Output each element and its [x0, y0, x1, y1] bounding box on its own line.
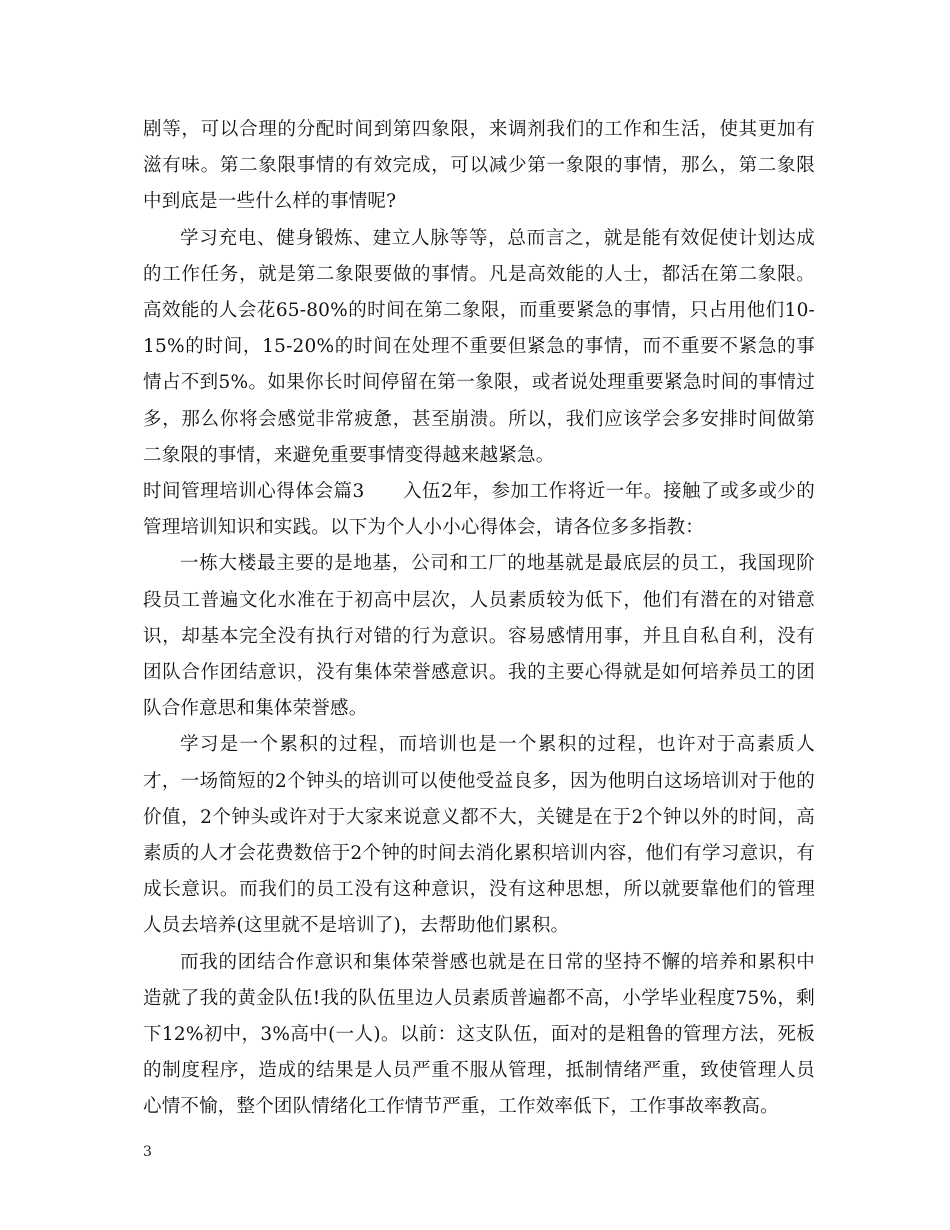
paragraph-second-quadrant: 学习充电、健身锻炼、建立人脉等等，总而言之，就是能有效促使计划达成的工作任务，就是第二象限要做的事情。凡是高效能的人士，都活在第二象限。高效能的人会花65-80%的时间在第二象限，而重要紧急的事情，只占用他们10-15%的时间，15-20%的时间在处理不重要但紧急的事情，而不重要不紧急的事情占不到5%。如果你长时间停留在第一象限，或者说处理重要紧急时间的事情过多，那么你将会感觉非常疲惫，甚至崩溃。所以，我们应该学会多安排时间做第二象限的事情，来避免重要事情变得越来越紧急。	[143, 227, 815, 466]
paragraph-continuation: 剧等，可以合理的分配时间到第四象限，来调剂我们的工作和生活，使其更加有滋有味。第二象限事情的有效完成，可以减少第一象限的事情，那么，第二象限中到底是一些什么样的事情呢?	[143, 119, 815, 213]
paragraph-team-spirit: 而我的团结合作意识和集体荣誉感也就是在日常的坚持不懈的培养和累积中造就了我的黄金队伍!我的队伍里边人员素质普遍都不高，小学毕业程度75%，剩下12%初中，3%高中(一人)。以前：这支队伍，面对的是粗鲁的管理方法，死板的制度程序，造成的结果是人员严重不服从管理，抵制情绪严重，致使管理人员心情不愉，整个团队情绪化工作情节严重，工作效率低下，工作事故率教高。	[143, 951, 815, 1118]
paragraph-learning-process: 学习是一个累积的过程，而培训也是一个累积的过程，也许对于高素质人才，一场简短的2个钟头的培训可以使他受益良多，因为他明白这场培训对于他的价值，2个钟头或许对于大家来说意义都不大，关键是在于2个钟以外的时间，高素质的人才会花费数倍于2个钟的时间去消化累积培训内容，他们有学习意识，有成长意识。而我们的员工没有这种意识，没有这种思想，所以就要靠他们的管理人员去培养(这里就不是培训了)，去帮助他们累积。	[143, 734, 815, 937]
paragraph-foundation: 一栋大楼最主要的是地基，公司和工厂的地基就是最底层的员工，我国现阶段员工普遍文化水准在于初高中层次，人员素质较为低下，他们有潜在的对错意识，却基本完全没有执行对错的行为意识。容易感情用事，并且自私自利，没有团队合作团结意识，没有集体荣誉感意识。我的主要心得就是如何培养员工的团队合作意思和集体荣誉感。	[143, 553, 815, 720]
paragraph-section-heading: 时间管理培训心得体会篇3 入伍2年，参加工作将近一年。接触了或多或少的管理培训知识和实践。以下为个人小小心得体会，请各位多多指教：	[143, 481, 815, 539]
document-body	[143, 112, 815, 1126]
page-number: 3	[143, 1144, 152, 1160]
